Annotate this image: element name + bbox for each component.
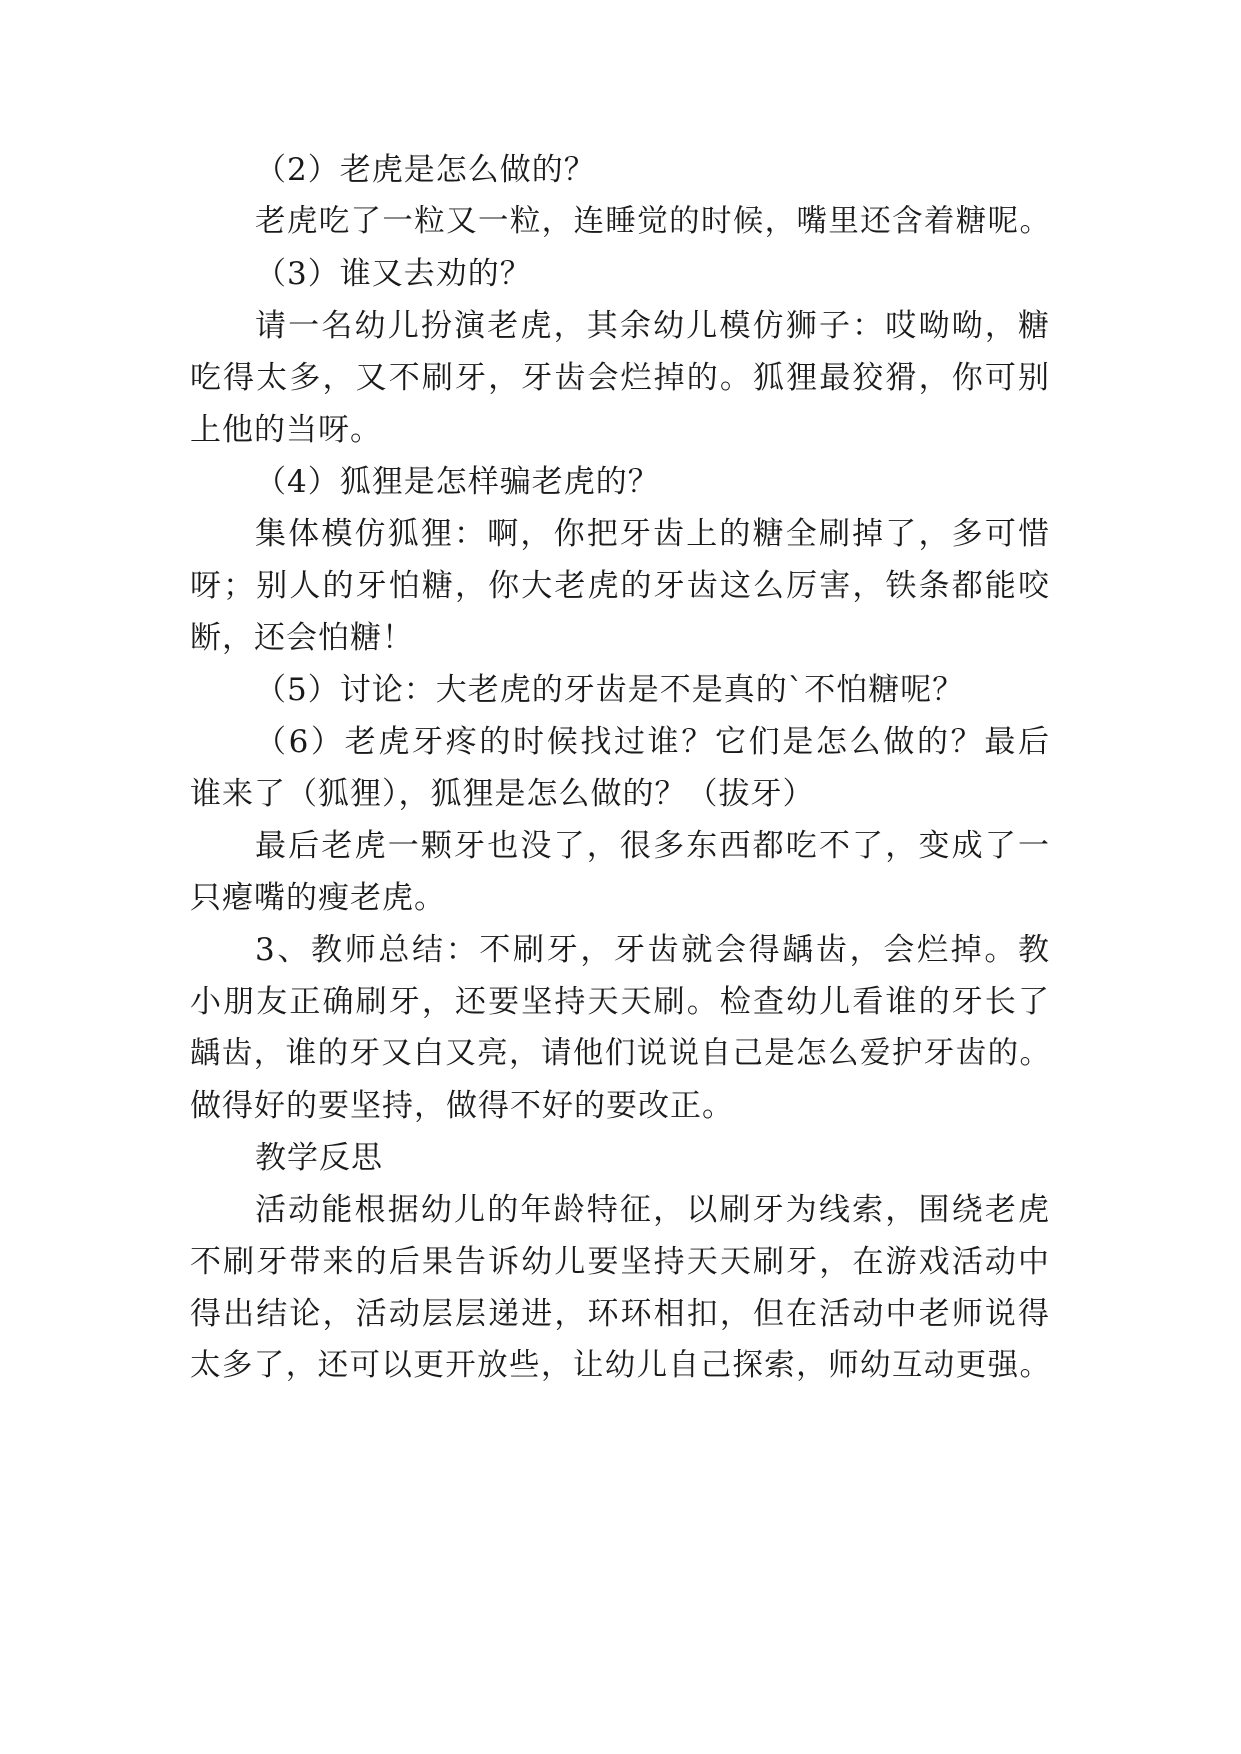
text-line: 请一名幼儿扮演老虎，其余幼儿模仿狮子：哎呦呦，糖 [255,308,1050,344]
text-line: 太多了，还可以更开放些，让幼儿自己探索，师幼互动更强。 [190,1348,1050,1383]
text-line: 谁来了（狐狸），狐狸是怎么做的？（拔牙） [190,776,815,812]
text-line: （2）老虎是怎么做的？ [255,152,596,188]
text-line: 断，还会怕糖！ [190,620,414,656]
section-heading: 教学反思 [255,1140,383,1176]
text-line: 上他的当呀。 [190,412,382,448]
text-line: 呀；别人的牙怕糖，你大老虎的牙齿这么厉害，铁条都能咬 [190,568,1050,604]
text-line: （6）老虎牙疼的时候找过谁？它们是怎么做的？最后 [255,724,1050,760]
text-line: （5）讨论：大老虎的牙齿是不是真的`不怕糖呢？ [255,672,965,708]
text-line: 只瘪嘴的瘦老虎。 [190,880,446,916]
text-line: 最后老虎一颗牙也没了，很多东西都吃不了，变成了一 [255,828,1050,864]
text-line: 3、教师总结：不刷牙，牙齿就会得龋齿，会烂掉。教 [255,932,1050,968]
text-line: 老虎吃了一粒又一粒，连睡觉的时候，嘴里还含着糖呢。 [255,204,1050,239]
text-line: 得出结论，活动层层递进，环环相扣，但在活动中老师说得 [190,1296,1050,1332]
text-line: 龋齿，谁的牙又白又亮，请他们说说自己是怎么爱护牙齿的。 [190,1036,1050,1071]
text-line: 吃得太多，又不刷牙，牙齿会烂掉的。狐狸最狡猾，你可别 [190,360,1050,396]
text-line: 做得好的要坚持，做得不好的要改正。 [190,1088,734,1124]
text-line: 活动能根据幼儿的年龄特征，以刷牙为线索，围绕老虎 [255,1192,1050,1228]
text-line: （4）狐狸是怎样骗老虎的？ [255,464,660,500]
text-line: 不刷牙带来的后果告诉幼儿要坚持天天刷牙，在游戏活动中 [190,1244,1050,1280]
text-line: 集体模仿狐狸：啊，你把牙齿上的糖全刷掉了，多可惜 [255,516,1050,552]
text-line: 小朋友正确刷牙，还要坚持天天刷。检查幼儿看谁的牙长了 [190,984,1050,1020]
text-line: （3）谁又去劝的？ [255,256,532,292]
